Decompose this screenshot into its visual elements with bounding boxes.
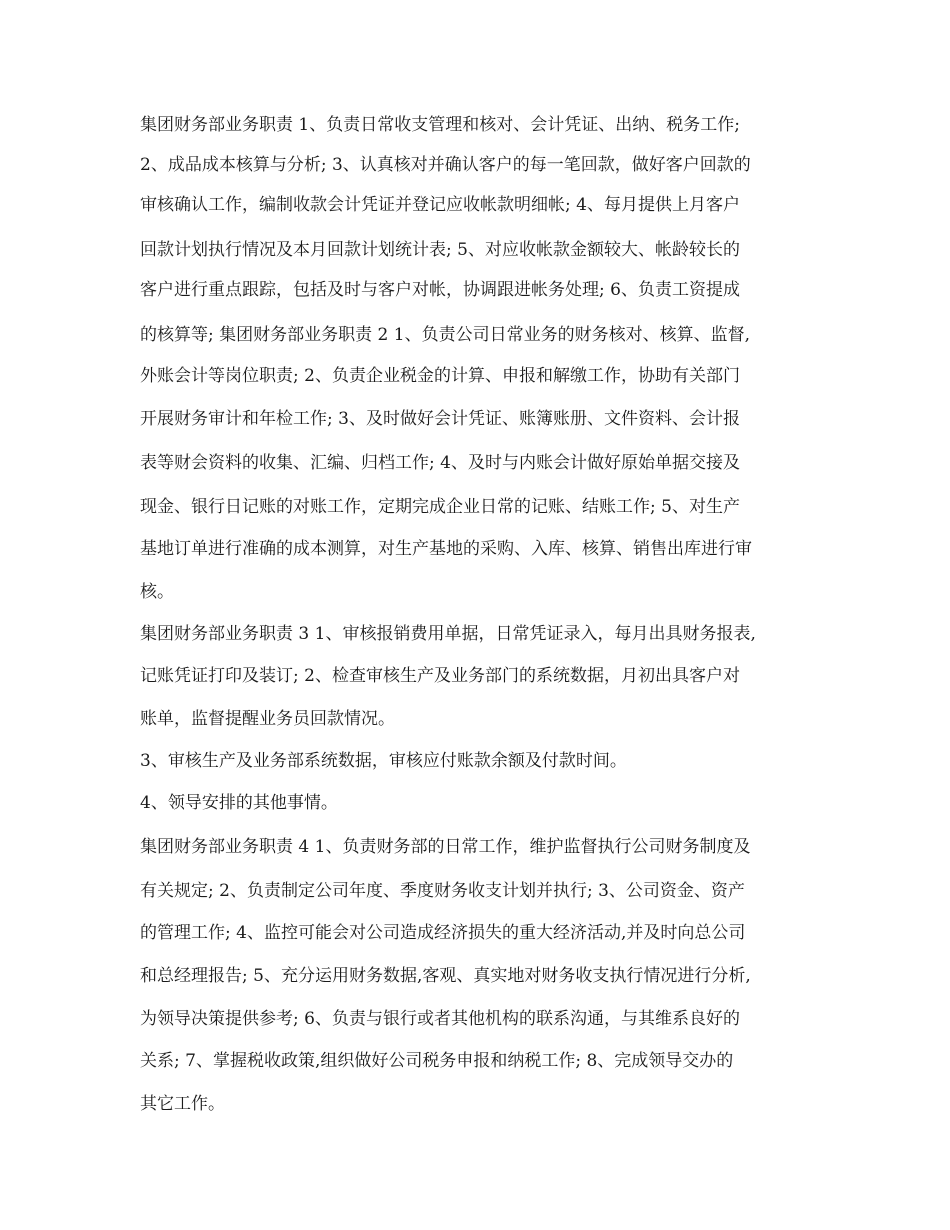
text-line-9: 表等财会资料的收集、汇编、归档工作; 4、及时与内账会计做好原始单据交接及 [140,453,740,473]
text-line-13: 集团财务部业务职责 3 1、审核报销费用单据，日常凭证录入，每月出具财务报表, [140,624,756,644]
text-line-5: 客户进行重点跟踪，包括及时与客户对帐，协调跟进帐务处理; 6、负责工资提成 [140,280,740,300]
text-line-4: 回款计划执行情况及本月回款计划统计表; 5、对应收帐款金额较大、帐龄较长的 [140,240,740,260]
text-line-16: 3、审核生产及业务部系统数据，审核应付账款余额及付款时间。 [140,751,627,771]
text-line-1: 集团财务部业务职责 1、负责日常收支管理和核对、会计凭证、出纳、税务工作; [140,115,740,135]
text-line-23: 关系; 7、掌握税收政策,组织做好公司税务申报和纳税工作; 8、完成领导交办的 [140,1051,734,1071]
text-line-3: 审核确认工作，编制收款会计凭证并登记应收帐款明细帐; 4、每月提供上月客户 [140,195,740,215]
text-line-6: 的核算等; 集团财务部业务职责 2 1、负责公司日常业务的财务核对、核算、监督, [140,325,750,345]
text-line-12: 核。 [140,582,174,602]
text-line-17: 4、领导安排的其他事情。 [140,793,338,813]
text-line-7: 外账会计等岗位职责; 2、负责企业税金的计算、申报和解缴工作，协助有关部门 [140,366,740,386]
text-line-14: 记账凭证打印及装订; 2、检查审核生产及业务部门的系统数据，月初出具客户对 [140,666,740,686]
text-line-11: 基地订单进行准确的成本测算，对生产基地的采购、入库、核算、销售出库进行审 [140,539,752,559]
text-line-10: 现金、银行日记账的对账工作，定期完成企业日常的记账、结账工作; 5、对生产 [140,497,740,517]
text-line-2: 2、成品成本核算与分析; 3、认真核对并确认客户的每一笔回款，做好客户回款的 [140,155,751,175]
text-line-8: 开展财务审计和年检工作; 3、及时做好会计凭证、账簿账册、文件资料、会计报 [140,409,740,429]
text-line-21: 和总经理报告; 5、充分运用财务数据,客观、真实地对财务收支执行情况进行分析, [140,966,751,986]
text-line-24: 其它工作。 [140,1094,225,1114]
text-line-15: 账单，监督提醒业务员回款情况。 [140,709,395,729]
text-line-22: 为领导决策提供参考; 6、负责与银行或者其他机构的联系沟通，与其维系良好的 [140,1009,740,1029]
text-line-19: 有关规定; 2、负责制定公司年度、季度财务收支计划并执行; 3、公司资金、资产 [140,881,745,901]
text-line-18: 集团财务部业务职责 4 1、负责财务部的日常工作，维护监督执行公司财务制度及 [140,837,751,857]
text-line-20: 的管理工作; 4、监控可能会对公司造成经济损失的重大经济活动,并及时向总公司 [140,923,746,943]
